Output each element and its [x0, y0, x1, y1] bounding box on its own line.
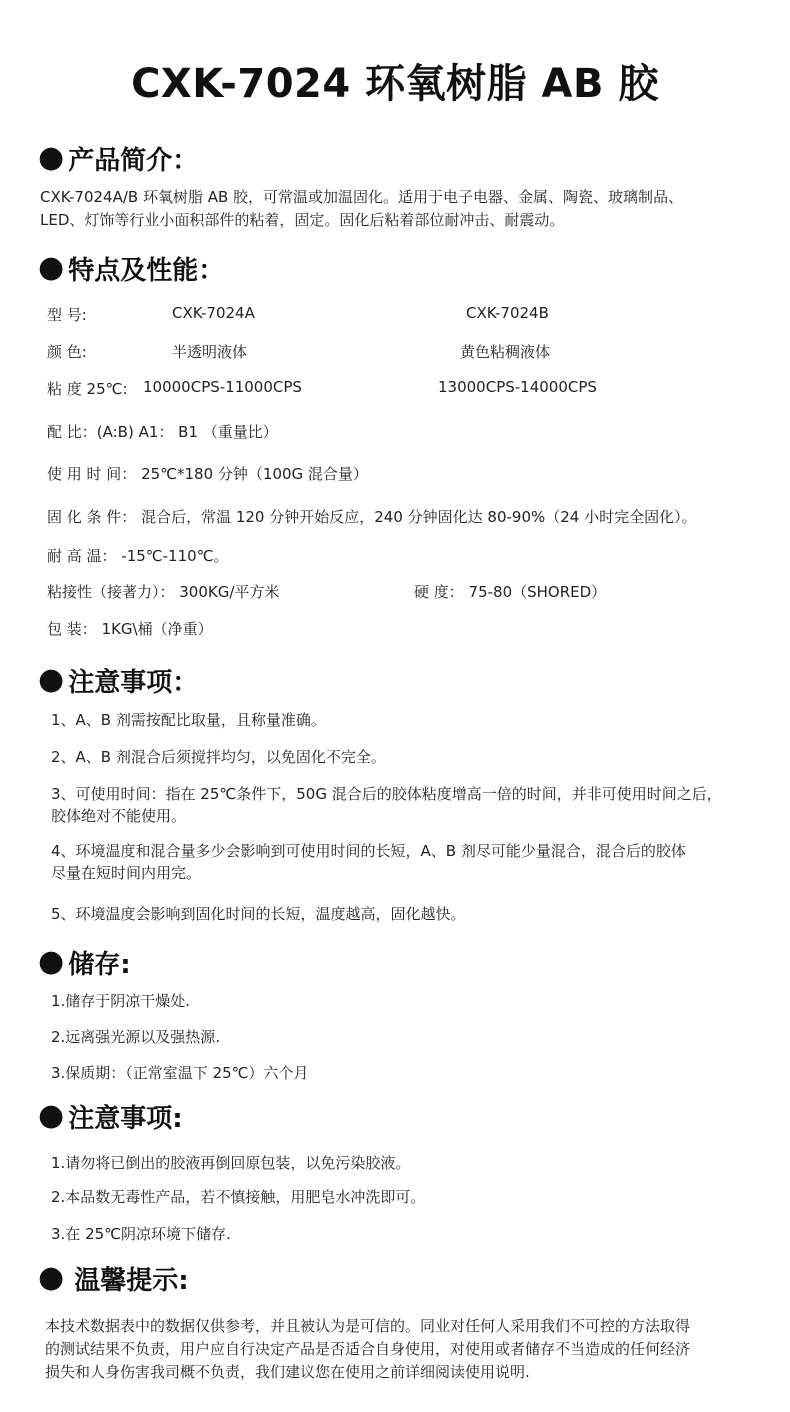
section-heading-text: 特点及性能：	[68, 256, 225, 286]
section-heading-storage	[38, 944, 131, 981]
spec-usetime: 使 用 时 间： 25℃*180 分钟（100G 混合量）	[47, 465, 368, 483]
section-heading-text: 注意事项：	[68, 668, 199, 698]
bullet-icon: ●	[38, 662, 65, 697]
note-item: 3、可使用时间：指在 25℃条件下，50G 混合后的胶体粘度增高一倍的时间，并非可使用时间之后，	[51, 785, 722, 803]
section-heading-text: 储存:	[68, 950, 131, 980]
section-heading-tips	[38, 1260, 189, 1297]
spec-adhesion: 粘接性（接著力）： 300KG/平方米	[47, 583, 280, 601]
intro-line: LED、灯饰等行业小面积部件的粘着，固定。固化后粘着部位耐冲击、耐震动。	[40, 211, 565, 229]
spec-value-viscosity-b: 13000CPS-14000CPS	[438, 378, 597, 396]
spec-value-model-a: CXK-7024A	[172, 304, 255, 322]
tips-line: 的测试结果不负责，用户应自行决定产品是否适合自身使用，对使用或者储存不当造成的任何经济	[45, 1340, 691, 1358]
notes2-item: 2.本品数无毒性产品，若不慎接触，用肥皂水冲洗即可。	[51, 1188, 426, 1206]
spec-value-color-a: 半透明液体	[172, 343, 248, 361]
spec-label-model: 型 号:	[47, 306, 87, 324]
page-title: CXK-7024 环氧树脂 AB 胶	[131, 61, 659, 107]
bullet-icon: ●	[38, 1260, 65, 1295]
bullet-icon: ●	[38, 944, 65, 979]
spec-label-viscosity: 粘 度 25℃:	[47, 380, 128, 398]
tips-line: 本技术数据表中的数据仅供参考，并且被认为是可信的。同业对任何人采用我们不可控的方法取得	[45, 1317, 691, 1335]
storage-item: 3.保质期：（正常室温下 25℃）六个月	[51, 1064, 309, 1082]
spec-ratio: 配 比：(A:B) A1： B1 （重量比）	[47, 423, 278, 441]
section-heading-text: 注意事项:	[68, 1104, 183, 1134]
bullet-icon: ●	[38, 1098, 65, 1133]
section-heading-notes-2	[38, 1098, 183, 1135]
spec-label-color: 颜 色:	[47, 343, 87, 361]
note-item: 2、A、B 剂混合后须搅拌均匀，以免固化不完全。	[51, 748, 386, 766]
tips-line: 损失和人身伤害我司概不负责，我们建议您在使用之前详细阅读使用说明.	[45, 1363, 530, 1381]
spec-cure: 固 化 条 件： 混合后，常温 120 分钟开始反应，240 分钟固化达 80-90%（24 小时完全固化）。	[47, 508, 697, 526]
spec-value-viscosity-a: 10000CPS-11000CPS	[143, 378, 302, 396]
section-heading-features	[38, 250, 224, 287]
spec-value-color-b: 黄色粘稠液体	[460, 343, 551, 361]
bullet-icon: ●	[38, 140, 65, 175]
note-item: 4、环境温度和混合量多少会影响到可使用时间的长短，A、B 剂尽可能少量混合，混合后的胶体	[51, 842, 686, 860]
spec-package: 包 装： 1KG\桶（净重）	[47, 620, 213, 638]
spec-value-model-b: CXK-7024B	[466, 304, 549, 322]
note-item: 1、A、B 剂需按配比取量，且称量准确。	[51, 711, 326, 729]
bullet-icon: ●	[38, 250, 65, 285]
note-item-continued: 尽量在短时间内用完。	[51, 864, 202, 882]
section-heading-notes	[38, 662, 198, 699]
spec-heat: 耐 高 温： -15℃-110℃。	[47, 547, 229, 565]
notes2-item: 3.在 25℃阴凉环境下储存.	[51, 1225, 231, 1243]
section-heading-text: 温馨提示:	[74, 1266, 189, 1296]
section-heading-intro	[38, 140, 198, 177]
storage-item: 1.储存于阴凉干燥处.	[51, 992, 191, 1010]
notes2-item: 1.请勿将已倒出的胶液再倒回原包装，以免污染胶液。	[51, 1154, 411, 1172]
storage-item: 2.远离强光源以及强热源.	[51, 1028, 221, 1046]
section-heading-text: 产品简介：	[68, 146, 199, 176]
spec-hardness: 硬 度： 75-80（SHORED）	[414, 583, 607, 601]
note-item: 5、环境温度会影响到固化时间的长短，温度越高，固化越快。	[51, 905, 466, 923]
intro-line: CXK-7024A/B 环氧树脂 AB 胶，可常温或加温固化。适用于电子电器、金属、陶瓷、玻璃制品、	[40, 188, 684, 206]
note-item-continued: 胶体绝对不能使用。	[51, 807, 187, 825]
